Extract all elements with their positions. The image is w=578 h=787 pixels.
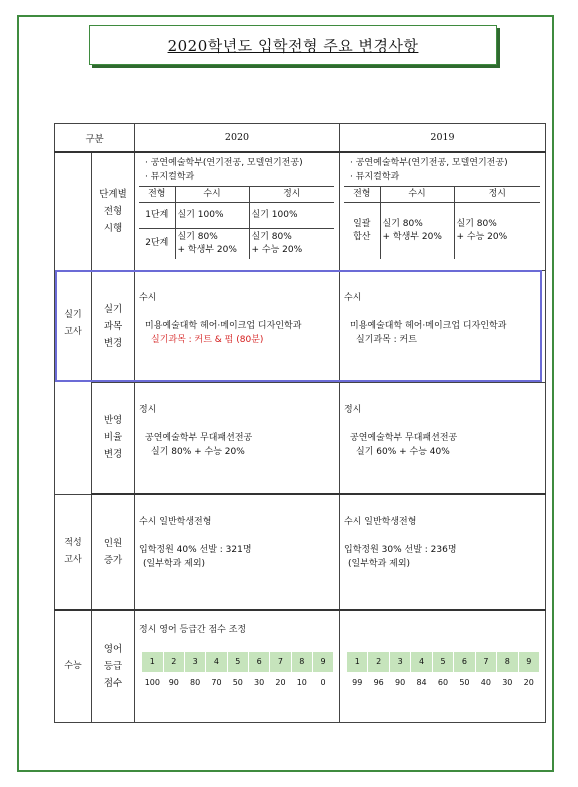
grade-2019-8: 8 — [497, 652, 518, 673]
stage2-early-line2: + 학생부 20% — [177, 244, 237, 255]
ratio-2019-dept: 공연예술학부 무대패션전공 — [350, 432, 458, 443]
title-box — [89, 25, 497, 65]
group-aptitude-1: 적성 — [64, 537, 82, 548]
grade-2020-5: 5 — [227, 652, 248, 673]
grade-2020-9: 9 — [312, 652, 333, 673]
sub19-head-early: 수시 — [380, 187, 454, 203]
grade-2019-3: 3 — [389, 652, 410, 673]
score-2020-9: 0 — [312, 673, 333, 694]
ratio-2020-type: 정시 — [139, 404, 157, 415]
score-2020-4: 70 — [206, 673, 227, 694]
sub-head-early: 수시 — [175, 187, 249, 203]
label-aptitude-1: 인원 — [103, 538, 123, 549]
stage1-label: 1단계 — [139, 203, 175, 229]
stage-2020-subtable — [139, 186, 334, 259]
label-subject — [92, 270, 135, 382]
score-2019-9: 20 — [518, 673, 540, 694]
csat-desc: 정시 영어 등급간 점수 조정 — [139, 625, 247, 635]
sub19-head-regular: 정시 — [454, 187, 540, 203]
stage2-early — [175, 229, 249, 259]
score-2020-2: 90 — [163, 673, 184, 694]
grade-2020-3: 3 — [184, 652, 205, 673]
score-2020-3: 80 — [184, 673, 205, 694]
stage2-early-line1: 실기 80% — [177, 231, 218, 242]
grade-2019-6: 6 — [454, 652, 475, 673]
grade-2019-4: 4 — [411, 652, 432, 673]
group-aptitude — [55, 494, 92, 610]
label-ratio-2: 비율 — [103, 432, 123, 444]
stage2-regular-line2: + 수능 20% — [251, 244, 303, 255]
subject-2019-dept: 미용예술대학 헤어·메이크업 디자인학과 — [350, 320, 507, 331]
stage2-label: 2단계 — [145, 238, 169, 249]
label-stage-3: 시행 — [103, 222, 123, 234]
label-stage — [92, 152, 135, 270]
score-2019-7: 40 — [475, 673, 496, 694]
label-ratio-1: 반영 — [103, 415, 123, 427]
row-ratio — [55, 382, 546, 494]
row-aptitude — [55, 494, 546, 610]
score-2020-8: 10 — [291, 673, 312, 694]
ratio-2019 — [340, 382, 546, 494]
grade-table-2020 — [141, 651, 334, 694]
subject-2020-dept: 미용예술대학 헤어·메이크업 디자인학과 — [145, 320, 302, 331]
stage-2019 — [340, 152, 546, 270]
ratio-2020-dept: 공연예술학부 무대패션전공 — [145, 432, 253, 443]
grade-2020-7: 7 — [270, 652, 291, 673]
score-2019-1: 99 — [347, 673, 368, 694]
aptitude-2019-quota: 입학정원 30% 선발 : 236명 — [344, 545, 457, 555]
stage-2019-bullet-2: · 뮤지컬학과 — [350, 172, 400, 182]
aptitude-2020-note: (일부학과 제외) — [143, 559, 206, 569]
combined-regular-2: + 수능 20% — [456, 231, 508, 242]
label-subject-2: 과목 — [103, 320, 123, 332]
score-2019-5: 60 — [432, 673, 453, 694]
header-2019: 2019 — [340, 124, 546, 153]
ratio-2019-type: 정시 — [344, 404, 362, 415]
aptitude-2019 — [340, 494, 546, 610]
grade-table-2019 — [346, 651, 540, 694]
subject-2020-detail: 실기과목 : 커트 & 펌 (80분) — [151, 334, 264, 345]
page-title: 2020학년도 입학전형 주요 변경사항 — [167, 36, 419, 55]
header-category: 구분 — [55, 124, 135, 153]
stage-2019-bullet-1: · 공연예술학부(연기전공, 모델연기전공) — [350, 158, 508, 168]
row-csat — [55, 610, 546, 722]
grade-2020-6: 6 — [248, 652, 269, 673]
subject-2019-type: 수시 — [344, 292, 362, 303]
csat-2020 — [135, 610, 340, 722]
score-2019-3: 90 — [389, 673, 410, 694]
grade-2020-1: 1 — [142, 652, 164, 673]
label-aptitude — [92, 494, 135, 610]
ratio-2020 — [135, 382, 340, 494]
label-subject-3: 변경 — [103, 337, 123, 349]
combined-early-1: 실기 80% — [382, 218, 423, 229]
grade-2019-9: 9 — [518, 652, 540, 673]
header-row — [55, 124, 546, 153]
score-2019-8: 30 — [497, 673, 518, 694]
combined-early — [380, 203, 454, 259]
stage2-regular-line1: 실기 80% — [251, 231, 292, 242]
stage-2020-bullet-2: · 뮤지컬학과 — [145, 172, 195, 182]
aptitude-2019-type: 수시 일반학생전형 — [344, 517, 417, 527]
aptitude-2020-type: 수시 일반학생전형 — [139, 517, 212, 527]
aptitude-2020 — [135, 494, 340, 610]
aptitude-2020-quota: 입학정원 40% 선발 : 321명 — [139, 545, 252, 555]
ratio-2019-detail: 실기 60% + 수능 40% — [356, 446, 450, 457]
row-subject — [55, 270, 546, 382]
csat-2019 — [340, 610, 546, 722]
stage-2020 — [135, 152, 340, 270]
group-practical-line2: 고사 — [64, 327, 82, 338]
label-subject-1: 실기 — [103, 303, 123, 315]
label-csat — [92, 610, 135, 722]
group-practical-line1: 실기 — [64, 310, 82, 321]
label-ratio-3: 변경 — [103, 449, 123, 461]
sub-head-type: 전형 — [139, 187, 175, 203]
sub-head-regular: 정시 — [249, 187, 334, 203]
combined-regular — [454, 203, 540, 259]
subject-2020 — [135, 270, 340, 382]
combined-label — [344, 203, 380, 259]
score-2019-4: 84 — [411, 673, 432, 694]
score-2020-7: 20 — [270, 673, 291, 694]
score-2020-6: 30 — [248, 673, 269, 694]
stage1-early: 실기 100% — [175, 203, 249, 229]
stage-2019-subtable — [344, 186, 540, 259]
sub19-head-type: 전형 — [344, 187, 380, 203]
stage1-regular: 실기 100% — [249, 203, 334, 229]
group-practical — [55, 152, 92, 494]
grade-2020-2: 2 — [163, 652, 184, 673]
score-2020-5: 50 — [227, 673, 248, 694]
label-csat-3: 점수 — [103, 677, 123, 689]
grade-2020-8: 8 — [291, 652, 312, 673]
header-2020: 2020 — [135, 124, 340, 153]
label-csat-2: 등급 — [103, 660, 123, 672]
row-stage — [55, 152, 546, 270]
label-stage-2: 전형 — [103, 205, 123, 217]
ratio-2020-detail: 실기 80% + 수능 20% — [151, 446, 245, 457]
score-2019-2: 96 — [368, 673, 389, 694]
aptitude-2019-note: (일부학과 제외) — [348, 559, 411, 569]
combined-regular-1: 실기 80% — [456, 218, 497, 229]
score-2019-6: 50 — [454, 673, 475, 694]
combined-early-2: + 학생부 20% — [382, 231, 442, 242]
label-aptitude-2: 증가 — [103, 555, 123, 566]
label-ratio — [92, 382, 135, 494]
label-csat-1: 영어 — [103, 643, 123, 655]
grade-2019-1: 1 — [347, 652, 368, 673]
subject-2020-type: 수시 — [139, 292, 157, 303]
grade-2020-4: 4 — [206, 652, 227, 673]
grade-2019-5: 5 — [432, 652, 453, 673]
score-2020-1: 100 — [142, 673, 164, 694]
group-csat: 수능 — [55, 610, 92, 722]
stage2-regular — [249, 229, 334, 259]
subject-2019 — [340, 270, 546, 382]
changes-table — [54, 123, 546, 723]
group-aptitude-2: 고사 — [64, 554, 82, 565]
grade-2019-2: 2 — [368, 652, 389, 673]
combined-label-2: 합산 — [353, 231, 371, 242]
label-stage-1: 단계별 — [99, 188, 127, 200]
combined-label-1: 일괄 — [353, 218, 371, 229]
grade-2019-7: 7 — [475, 652, 496, 673]
subject-2019-detail: 실기과목 : 커트 — [356, 334, 417, 345]
stage-2020-bullet-1: · 공연예술학부(연기전공, 모델연기전공) — [145, 158, 303, 168]
